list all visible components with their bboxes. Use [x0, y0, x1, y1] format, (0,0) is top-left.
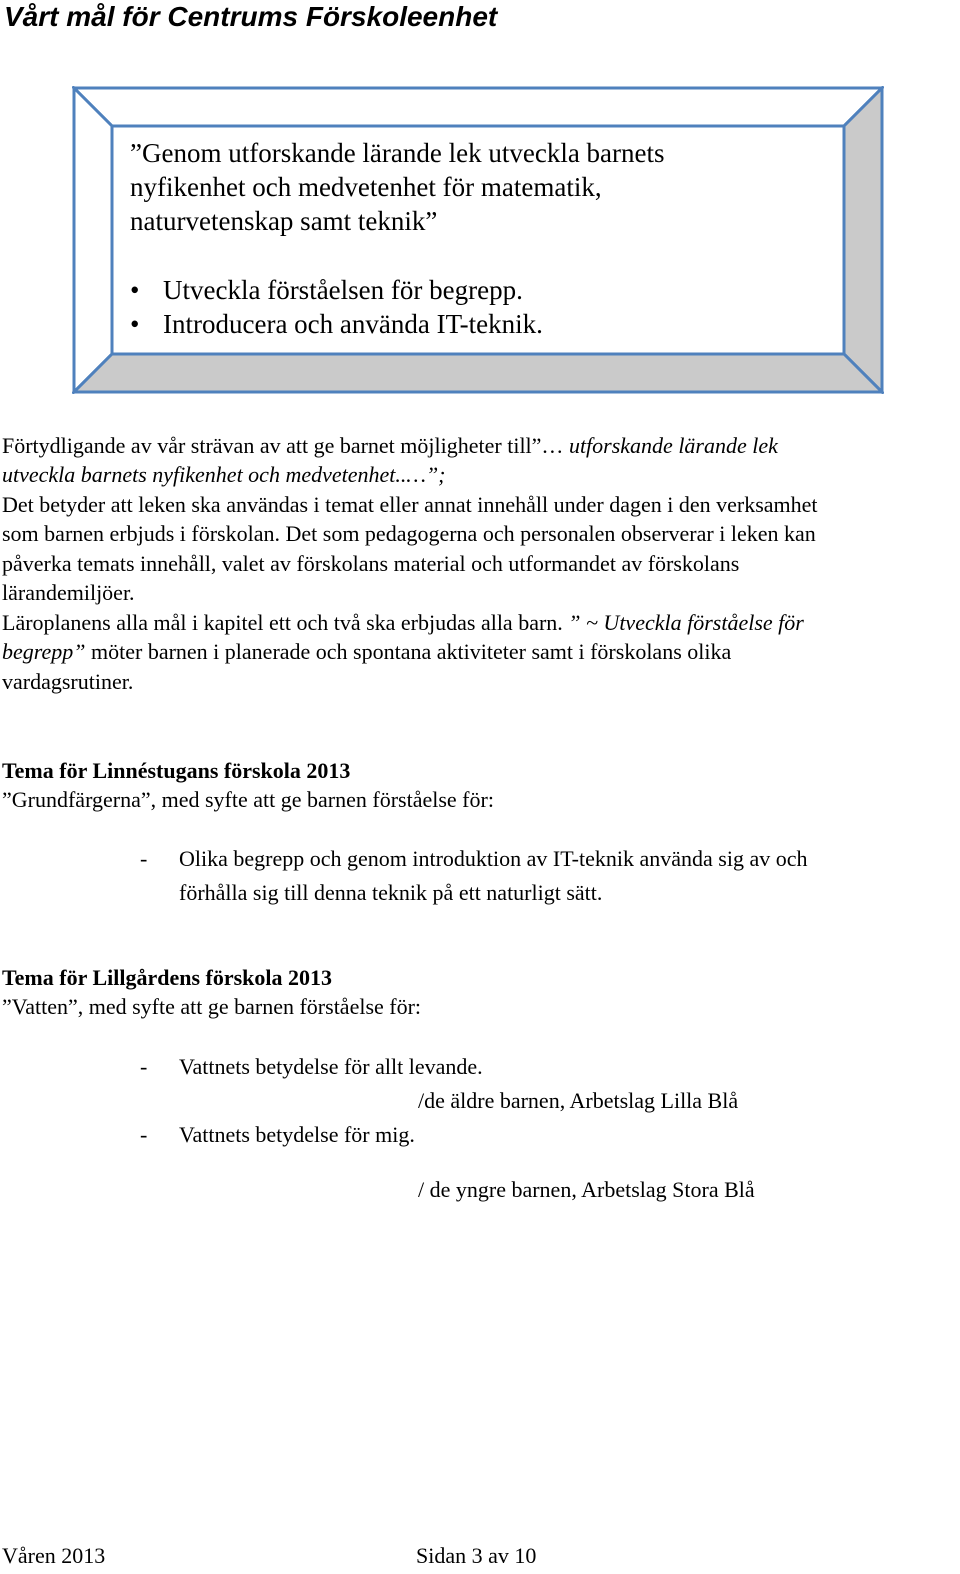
body-line: Det betyder att leken ska användas i temat eller annat innehåll under dagen i den verksamhet — [2, 492, 818, 517]
goal-frame — [72, 86, 884, 394]
goal-quote — [130, 136, 830, 238]
theme2-note: /de äldre barnen, Arbetslag Lilla Blå — [418, 1088, 739, 1113]
body-line: lärandemiljöer. — [2, 580, 135, 605]
body-line — [2, 608, 960, 638]
body-line — [2, 637, 960, 667]
body-line — [2, 431, 960, 461]
footer-date: Våren 2013 — [2, 1543, 106, 1568]
theme2-item: Vattnets betydelse för mig. — [179, 1122, 415, 1147]
body-text: Läroplanens alla mål i kapitel ett och två ska erbjudas alla barn. — [2, 610, 569, 635]
goal-bullet-list — [130, 273, 543, 341]
body-text-italic: ” ~ Utveckla förståelse för — [568, 610, 804, 635]
theme2-item: Vattnets betydelse för allt levande. — [179, 1054, 483, 1079]
theme2-note: / de yngre barnen, Arbetslag Stora Blå — [418, 1177, 755, 1202]
theme1-title: Tema för Linnéstugans förskola 2013 — [2, 758, 351, 783]
body-line: som barnen erbjuds i förskolan. Det som pedagogerna och personalen observerar i leken kan — [2, 521, 816, 546]
goal-quote-line: nyfikenhet och medvetenhet för matematik, — [130, 172, 602, 202]
theme1-subtitle: ”Grundfärgerna”, med syfte att ge barnen förståelse för: — [2, 787, 494, 812]
theme1-item-line: Olika begrepp och genom introduktion av IT-teknik använda sig av och — [179, 846, 808, 871]
goal-bullet-item — [130, 307, 543, 341]
theme1-item-line: förhålla sig till denna teknik på ett naturligt sätt. — [179, 880, 603, 905]
body-line: påverka temats innehåll, valet av förskolans material och utformandet av förskolans — [2, 551, 740, 576]
page-heading: Vårt mål för Centrums Förskoleenhet — [4, 1, 498, 32]
dash-marker: - — [140, 846, 148, 871]
footer-page-number: Sidan 3 av 10 — [416, 1543, 537, 1568]
goal-quote-line: ”Genom utforskande lärande lek utveckla barnets — [130, 138, 665, 168]
goal-bullet-text: Utveckla förståelsen för begrepp. — [163, 275, 523, 305]
body-line: vardagsrutiner. — [2, 669, 134, 694]
bullet-icon: • — [130, 309, 140, 339]
goal-bullet-text: Introducera och använda IT-teknik. — [163, 309, 543, 339]
body-text: möter barnen i planerade och spontana aktiviteter samt i förskolans olika — [85, 639, 732, 664]
theme2-subtitle: ”Vatten”, med syfte att ge barnen förståelse för: — [2, 994, 422, 1019]
body-text: Förtydligande av vår strävan av att ge barnet möjligheter till”… — [2, 433, 569, 458]
goal-frame-shape — [72, 86, 884, 394]
goal-bullet-item — [130, 273, 543, 307]
dash-marker: - — [140, 1054, 148, 1079]
theme2-title: Tema för Lillgårdens förskola 2013 — [2, 965, 333, 990]
goal-quote-line: naturvetenskap samt teknik” — [130, 206, 438, 236]
body-line: utveckla barnets nyfikenhet och medvetenhet..…”; — [2, 462, 446, 487]
body-text-italic: utforskande lärande lek — [568, 433, 778, 458]
bullet-icon: • — [130, 275, 140, 305]
dash-marker: - — [140, 1122, 148, 1147]
body-text-italic: begrepp” — [2, 639, 86, 664]
